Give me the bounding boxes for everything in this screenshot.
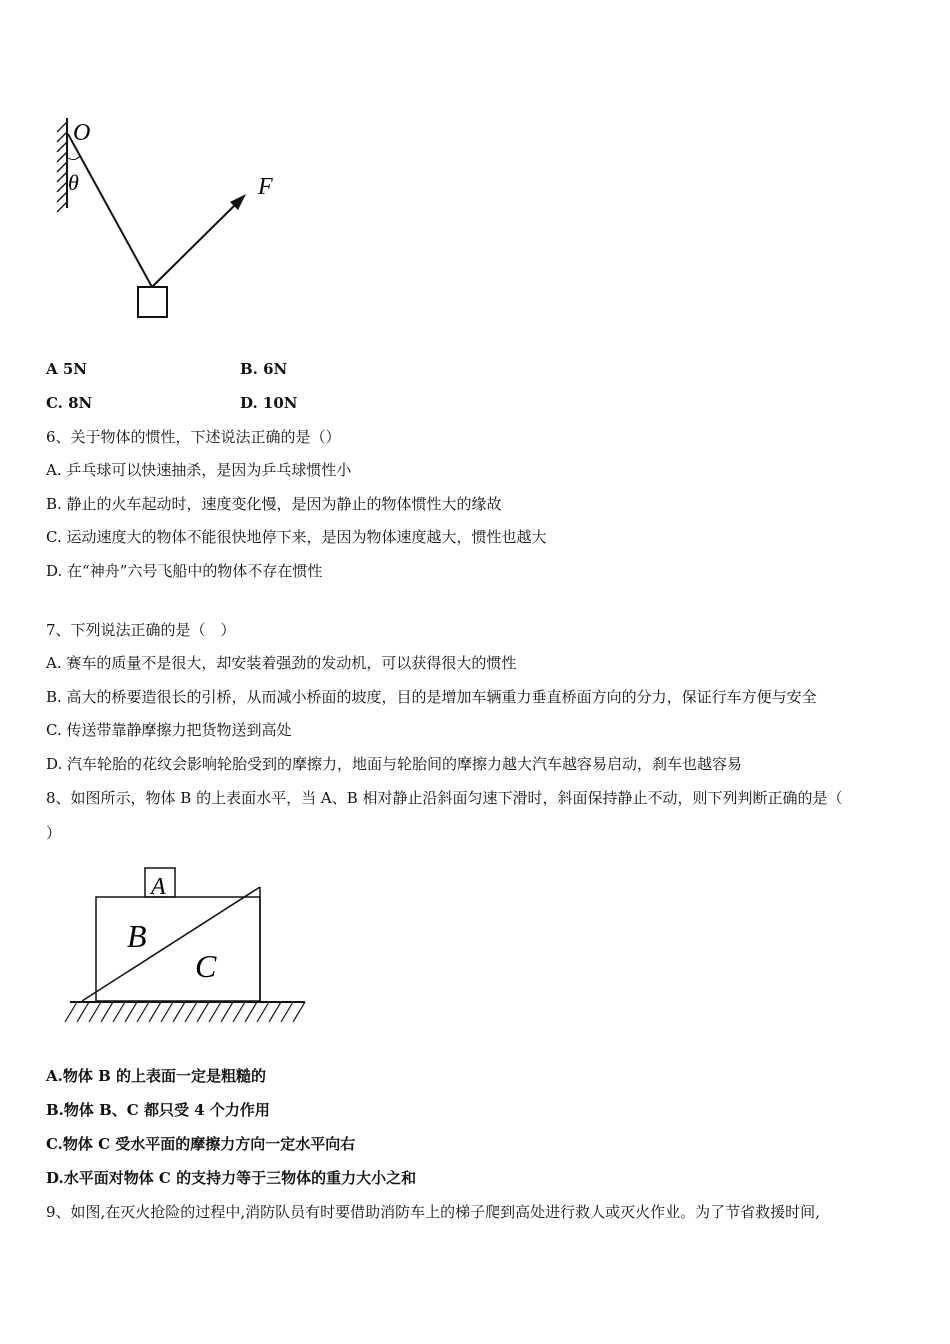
label-a: A [151,874,166,900]
q8-option-a: A.物体 B 的上表面一定是粗糙的 [46,1067,266,1085]
q5-option-a: A 5N [46,360,88,378]
q6-option-a: A. 乒乓球可以快速抽杀，是因为乒乓球惯性小 [46,461,352,479]
q7-option-d: D. 汽车轮胎的花纹会影响轮胎受到的摩擦力，地面与轮胎间的摩擦力越大汽车越容易启动，刹车也越容易 [46,755,743,773]
label-o: O [73,120,91,146]
q5-option-b: B. 6N [240,360,288,378]
rope-line [68,134,152,287]
figure-pendulum-force [40,110,300,330]
q7-option-c: C. 传送带靠静摩擦力把货物送到高处 [46,721,292,739]
q5-option-d: D. 10N [240,394,298,412]
q6-option-b: B. 静止的火车起动时，速度变化慢，是因为静止的物体惯性大的缘故 [46,495,502,513]
q7-stem: 7、下列说法正确的是（ ） [46,621,236,639]
q6-option-c: C. 运动速度大的物体不能很快地停下来，是因为物体速度越大，惯性也越大 [46,528,547,546]
block-b-outline [96,897,260,1001]
q8-option-c: C.物体 C 受水平面的摩擦力方向一定水平向右 [46,1135,356,1153]
q7-option-b: B. 高大的桥要造很长的引桥，从而减小桥面的坡度，目的是增加车辆重力垂直桥面方向的分力，保证行车方便与安全 [46,688,817,706]
label-b: B [127,918,147,954]
incline-line [82,887,260,1001]
q6-option-d: D. 在“神舟”六号飞船中的物体不存在惯性 [46,562,323,580]
q8-option-b: B.物体 B、C 都只受 4 个力作用 [46,1101,270,1119]
force-arrow [152,202,238,287]
label-theta: θ [68,170,79,195]
block [138,287,167,317]
q8-stem-line1: 8、如图所示，物体 B 的上表面水平，当 A、B 相对静止沿斜面匀速下滑时，斜面保持静止不动，则下列判断正确的是（ [46,789,843,807]
q5-option-c: C. 8N [46,394,93,412]
q9-stem: 9、如图,在灭火抢险的过程中,消防队员有时要借助消防车上的梯子爬到高处进行救人或灭火作业。为了节省救援时间, [46,1203,820,1221]
q6-stem: 6、关于物体的惯性，下述说法正确的是（） [46,428,341,446]
q8-stem-line2: ） [46,824,62,842]
label-c: C [195,948,217,984]
q7-option-a: A. 赛车的质量不是很大，却安装着强劲的发动机，可以获得很大的惯性 [46,654,517,672]
q8-option-d: D.水平面对物体 C 的支持力等于三物体的重力大小之和 [46,1169,417,1187]
label-f: F [258,174,273,200]
figure-incline-blocks [55,850,315,1030]
